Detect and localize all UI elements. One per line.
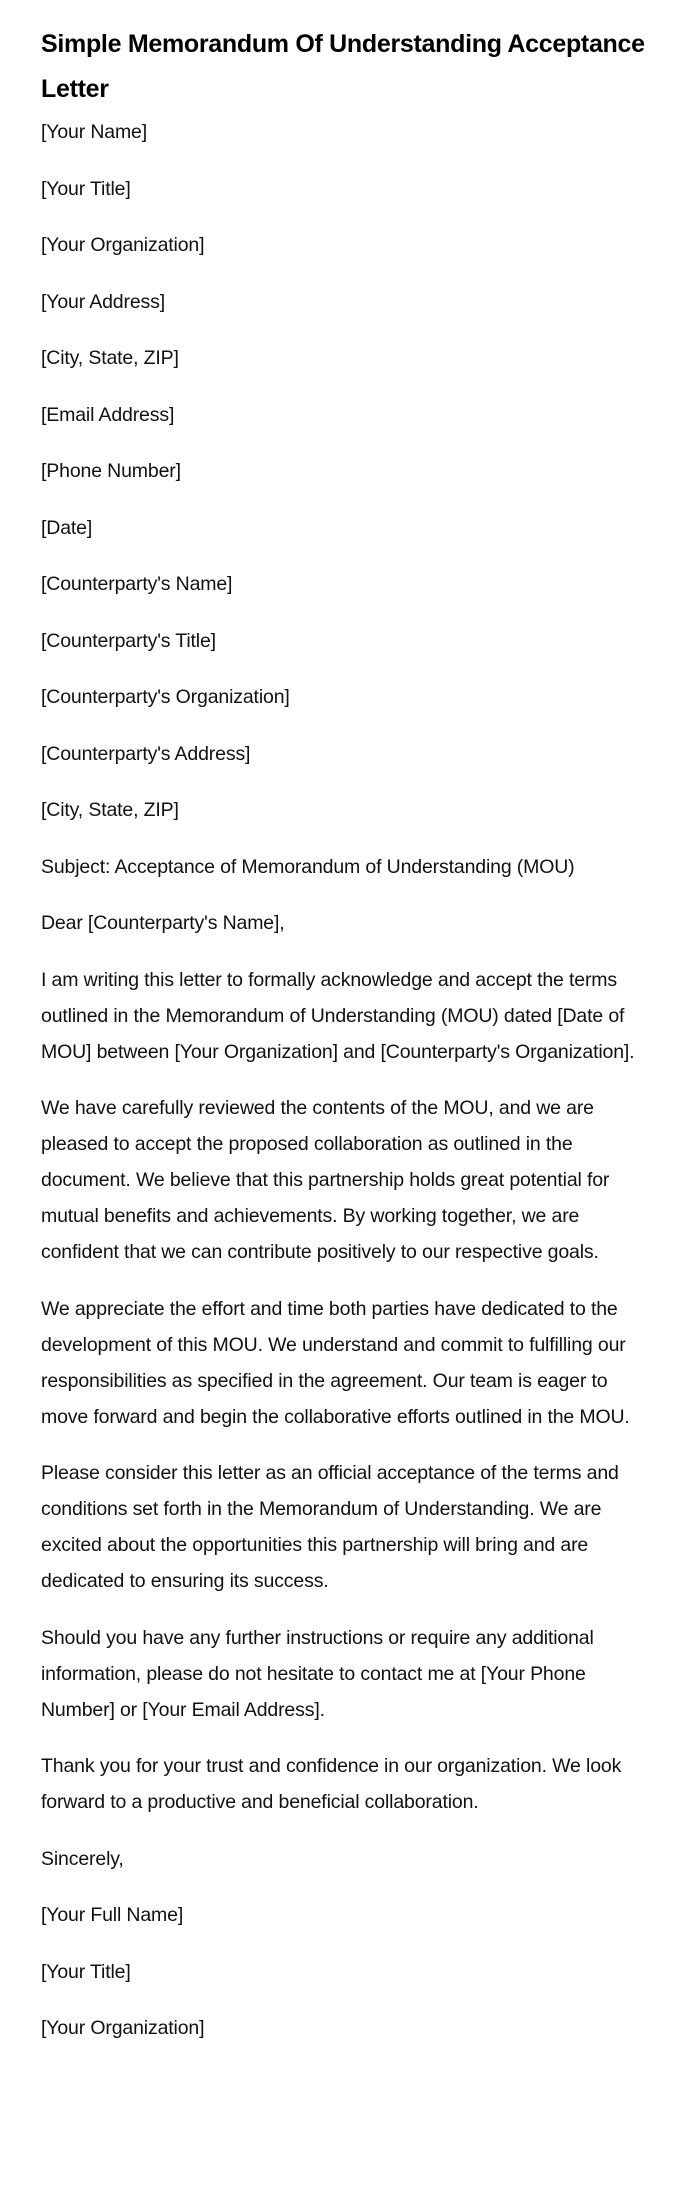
sender-organization: [Your Organization]	[41, 234, 205, 256]
sender-email: [Email Address]	[41, 403, 175, 426]
body-paragraph: We have carefully reviewed the contents of the MOU, and we are pleased to accept the proposed collaboration as outlined in the document. We believe that this partnership holds great potential for mutual benefits and achievements. By working together, we are confident that we can contribute positively to our respective goals.	[41, 1097, 610, 1263]
recipient-name: [Counterparty's Name]	[41, 573, 233, 595]
recipient-title: [Counterparty's Title]	[41, 629, 216, 652]
sender-phone: [Phone Number]	[41, 460, 181, 482]
body-paragraph: I am writing this letter to formally acknowledge and accept the terms outlined in the Memorandum of Understanding (MOU) dated [Date of MOU] between [Your Organization] and [Counterparty's Organization].	[41, 968, 635, 1063]
document-title: Simple Memorandum Of Understanding Acceptance Letter	[41, 30, 645, 103]
recipient-block	[41, 566, 659, 828]
recipient-organization: [Counterparty's Organization]	[41, 686, 290, 708]
body-paragraph: Thank you for your trust and confidence in our organization. We look forward to a productive and beneficial collaboration.	[41, 1755, 622, 1813]
sender-title: [Your Title]	[41, 177, 131, 200]
body-paragraph: Please consider this letter as an official acceptance of the terms and conditions set forth in the Memorandum of Understanding. We are excited about the opportunities this partnership will bring and are dedicated to ensuring its success.	[41, 1462, 619, 1592]
signature-organization: [Your Organization]	[41, 2017, 205, 2039]
sender-address: [Your Address]	[41, 290, 166, 313]
subject-line: Subject: Acceptance of Memorandum of Understanding (MOU)	[41, 855, 575, 878]
recipient-city-state-zip: [City, State, ZIP]	[41, 799, 179, 821]
sender-name: [Your Name]	[41, 121, 148, 143]
closing: Sincerely,	[41, 1847, 124, 1870]
recipient-address: [Counterparty's Address]	[41, 742, 251, 765]
body-paragraph: We appreciate the effort and time both parties have dedicated to the development of this MOU. We understand and commit to fulfilling our responsibilities as specified in the agreement. Our team is eager to move forward and begin the collaborative efforts outlined in the MOU.	[41, 1297, 630, 1428]
body-paragraph: Should you have any further instructions or require any additional information, please do not hesitate to contact me at [Your Phone Number] or [Your Email Address].	[41, 1626, 594, 1721]
signature-title: [Your Title]	[41, 1960, 131, 1983]
signature-full-name: [Your Full Name]	[41, 1904, 184, 1926]
letter-date: [Date]	[41, 516, 93, 539]
sender-block	[41, 114, 659, 489]
sender-city-state-zip: [City, State, ZIP]	[41, 347, 179, 369]
letter-body	[41, 962, 659, 1821]
salutation: Dear [Counterparty's Name],	[41, 912, 285, 934]
signature-block	[41, 1897, 659, 2046]
